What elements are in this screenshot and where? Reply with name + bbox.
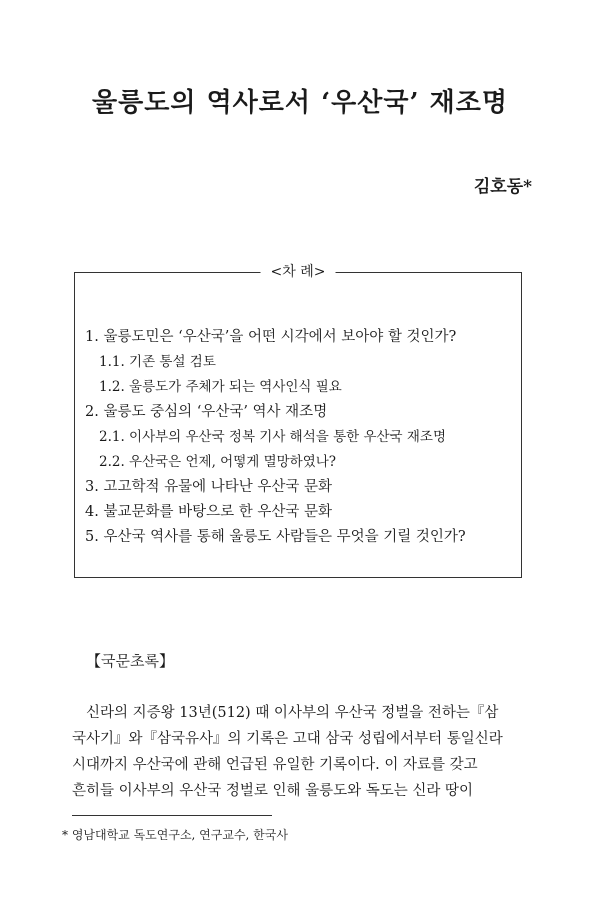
author-name: 김호동* bbox=[473, 177, 532, 197]
abstract-line: 흔히들 이사부의 우산국 정벌로 인해 울릉도와 독도는 신라 땅이 bbox=[72, 783, 474, 799]
abstract-body bbox=[72, 700, 534, 804]
abstract-line: 국사기』와『삼국유사』의 기록은 고대 삼국 성립에서부터 통일신라 bbox=[72, 731, 503, 747]
footnote-divider bbox=[72, 815, 272, 816]
toc-item-2: 2. 울릉도 중심의 ‘우산국’ 역사 재조명 bbox=[85, 404, 328, 420]
toc-list bbox=[85, 325, 515, 550]
table-of-contents bbox=[74, 264, 522, 578]
toc-item-1-1: 1.1. 기존 통설 검토 bbox=[99, 354, 216, 370]
abstract-line: 시대까지 우산국에 관해 언급된 유일한 기록이다. 이 자료를 갖고 bbox=[72, 757, 478, 773]
toc-heading: <차 례> bbox=[261, 262, 336, 282]
paper-title: 울릉도의 역사로서 ‘우산국’ 재조명 bbox=[92, 88, 508, 118]
toc-item-2-2: 2.2. 우산국은 언제, 어떻게 멸망하였나? bbox=[99, 454, 337, 470]
toc-item-5: 5. 우산국 역사를 통해 울릉도 사람들은 무엇을 기릴 것인가? bbox=[85, 529, 466, 545]
toc-item-1: 1. 울릉도민은 ‘우산국’을 어떤 시각에서 보아야 할 것인가? bbox=[85, 329, 457, 345]
toc-item-1-2: 1.2. 울릉도가 주체가 되는 역사인식 필요 bbox=[99, 379, 342, 395]
abstract-heading: 【국문초록】 bbox=[86, 652, 174, 670]
toc-item-4: 4. 불교문화를 바탕으로 한 우산국 문화 bbox=[85, 504, 332, 520]
toc-item-2-1: 2.1. 이사부의 우산국 정복 기사 해석을 통한 우산국 재조명 bbox=[99, 429, 446, 445]
footnote: * 영남대학교 독도연구소, 연구교수, 한국사 bbox=[62, 828, 288, 842]
abstract-line: 신라의 지증왕 13년(512) 때 이사부의 우산국 정벌을 전하는『삼 bbox=[86, 705, 499, 721]
toc-item-3: 3. 고고학적 유물에 나타난 우산국 문화 bbox=[85, 479, 332, 495]
